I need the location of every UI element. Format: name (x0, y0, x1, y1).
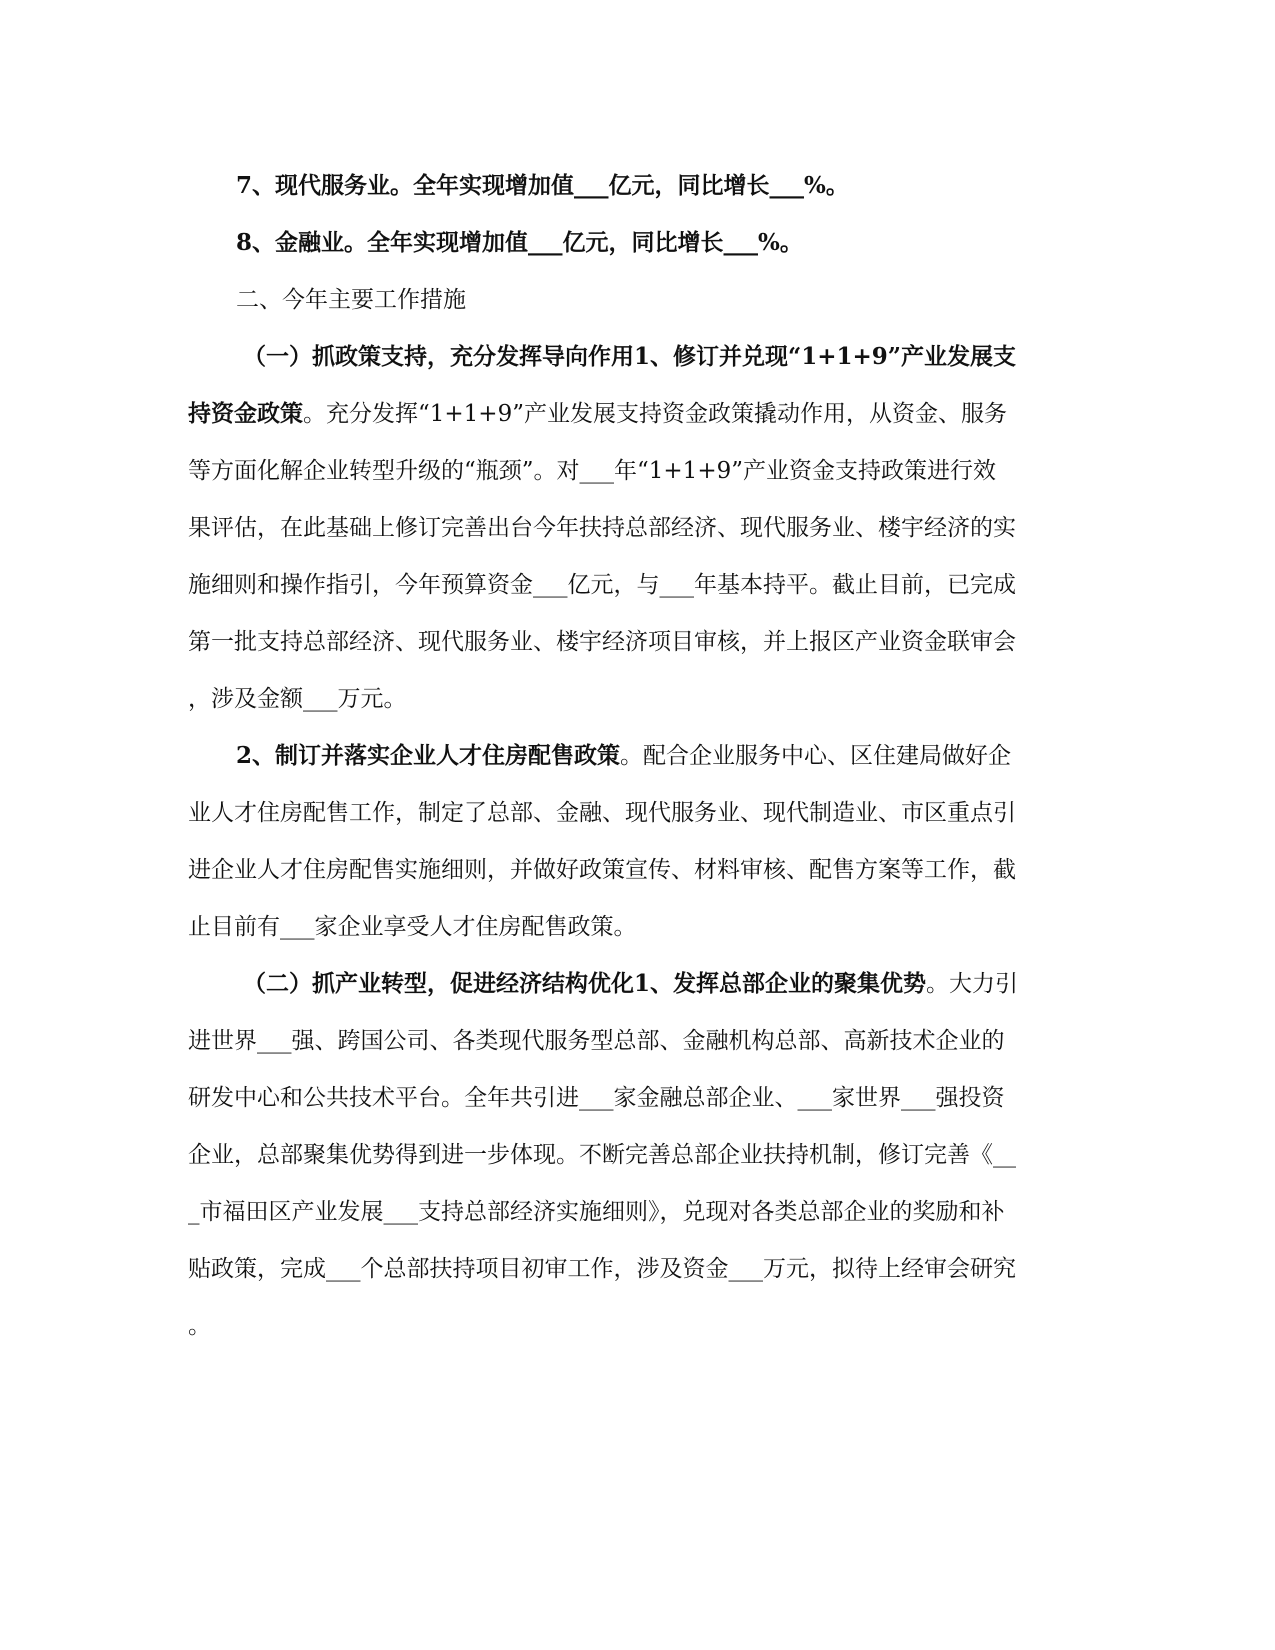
housing-policy-heading: 2、制订并落实企业人才住房配售政策 (236, 742, 621, 769)
paragraph-line: 果评估，在此基础上修订完善出台今年扶持总部经济、现代服务业、楼宇经济的实 (188, 515, 1016, 541)
body-text: 。配合企业服务中心、区住建局做好企 (620, 743, 1012, 769)
paragraph-line: 进企业人才住房配售实施细则，并做好政策宣传、材料审核、配售方案等工作，截 (188, 857, 1016, 883)
paragraph-line (188, 399, 1088, 429)
paragraph-line: 施细则和操作指引，今年预算资金___亿元，与___年基本持平。截止目前，已完成 (188, 572, 1016, 598)
paragraph-line: 业人才住房配售工作，制定了总部、金融、现代服务业、现代制造业、市区重点引 (188, 800, 1016, 826)
paragraph-line: 研发中心和公共技术平台。全年共引进___家金融总部企业、___家世界___强投资 (188, 1085, 1005, 1111)
paragraph-line (243, 969, 1088, 999)
section-heading-main-measures: 二、今年主要工作措施 (236, 287, 466, 313)
bold-lead-text: 持资金政策 (188, 400, 303, 427)
paragraph-line: 第一批支持总部经济、现代服务业、楼宇经济项目审核，并上报区产业资金联审会 (188, 629, 1016, 655)
paragraph-line: 。 (188, 1313, 211, 1339)
paragraph-line: 进世界___强、跨国公司、各类现代服务型总部、金融机构总部、高新技术企业的 (188, 1028, 1005, 1054)
paragraph-line (236, 741, 1088, 771)
paragraph-line: 企业，总部聚集优势得到进一步体现。不断完善总部企业扶持机制，修订完善《__ (188, 1142, 1016, 1168)
body-text: 。充分发挥“1+1+9”产业发展支持资金政策撬动作用，从资金、服务 (303, 401, 1007, 427)
paragraph-line: 止目前有___家企业享受人才住房配售政策。 (188, 914, 637, 940)
paragraph-line: 贴政策，完成___个总部扶持项目初审工作，涉及资金___万元，拟待上经审会研究 (188, 1256, 1016, 1282)
paragraph-line: _市福田区产业发展___支持总部经济实施细则》，兑现对各类总部企业的奖励和补 (188, 1199, 1005, 1225)
policy-support-heading: （一）抓政策支持，充分发挥导向作用1、修订并兑现“1+1+9”产业发展支 (243, 343, 1017, 370)
body-text: 。大力引 (926, 971, 1019, 997)
item-8-finance: 8、金融业。全年实现增加值___亿元，同比增长___%。 (236, 229, 803, 256)
item-7-modern-services: 7、现代服务业。全年实现增加值___亿元，同比增长___%。 (236, 172, 849, 199)
paragraph-line: 等方面化解企业转型升级的“瓶颈”。对___年“1+1+9”产业资金支持政策进行效 (188, 458, 996, 484)
paragraph-line: ，涉及金额___万元。 (188, 686, 407, 712)
industry-transformation-heading: （二）抓产业转型，促进经济结构优化1、发挥总部企业的聚集优势 (243, 970, 927, 997)
